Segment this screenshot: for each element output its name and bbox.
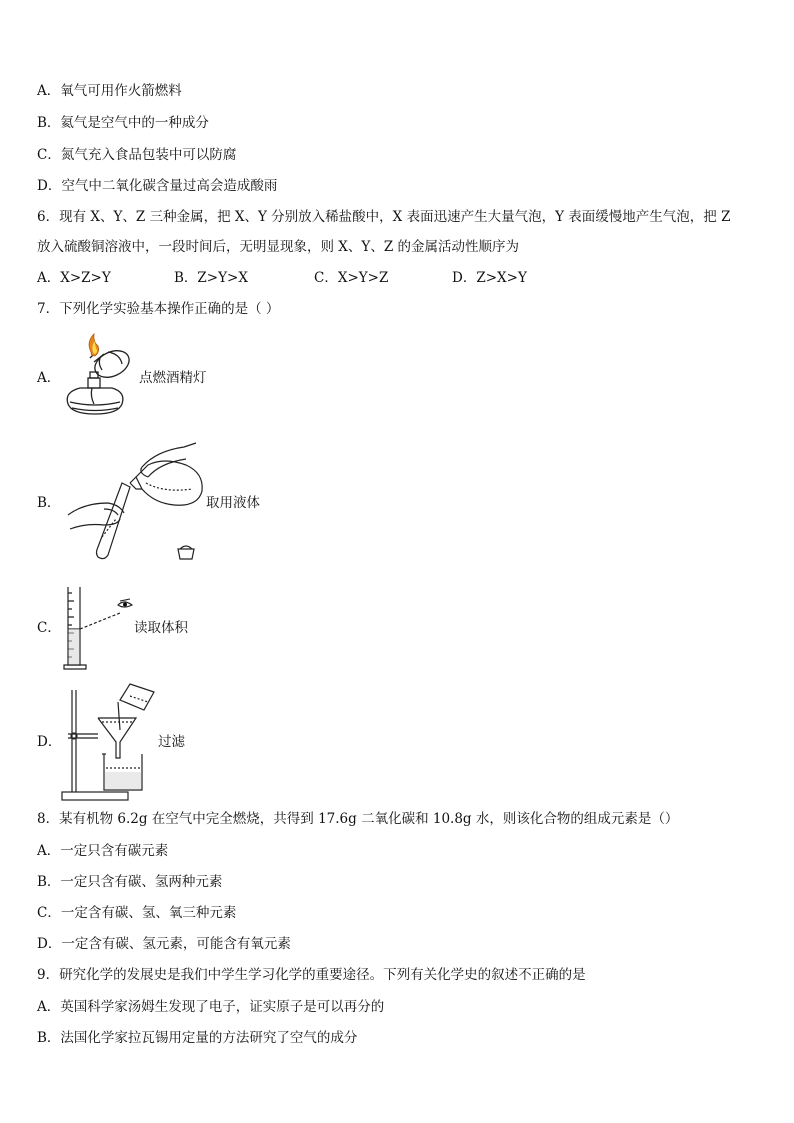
q8-option-b: B．一定只含有碳、氢两种元素: [37, 874, 223, 890]
q6-stem-line2: 放入硫酸铜溶液中，一段时间后，无明显现象，则 X、Y、Z 的金属活动性顺序为: [37, 239, 519, 255]
q6-stem-line1: 6．现有 X、Y、Z 三种金属，把 X、Y 分别放入稀盐酸中，X 表面迅速产生大量气泡，Y 表面缓慢地产生气泡，把 Z: [37, 209, 731, 225]
q7-option-c-caption: 读取体积: [134, 620, 188, 636]
q7-option-b-letter: B．: [37, 495, 61, 511]
q5-option-a: A．氧气可用作火箭燃料: [37, 83, 182, 99]
q6-option-a: A．X>Z>Y: [37, 270, 111, 286]
q7-option-d-caption: 过滤: [158, 734, 185, 750]
q8-option-d: D．一定含有碳、氢元素，可能含有氧元素: [37, 936, 291, 952]
q5-option-b: B．氦气是空气中的一种成分: [37, 115, 209, 131]
q7-option-d-letter: D．: [37, 734, 62, 750]
q8-option-a: A．一定只含有碳元素: [37, 843, 169, 859]
filtration-setup-icon: [58, 682, 158, 804]
q5-option-c: C．氮气充入食品包装中可以防腐: [37, 147, 237, 163]
q9-stem: 9．研究化学的发展史是我们中学生学习化学的重要途径。下列有关化学史的叙述不正确的是: [37, 967, 586, 983]
q7-option-a-caption: 点燃酒精灯: [139, 370, 207, 386]
q7-stem: 7．下列化学实验基本操作正确的是（ ）: [37, 301, 280, 317]
q6-option-b: B．Z>Y>X: [174, 270, 248, 286]
q6-option-c: C．X>Y>Z: [314, 270, 389, 286]
q7-option-c-letter: C．: [37, 620, 61, 636]
pouring-liquid-icon: [64, 437, 210, 567]
q5-option-d: D．空气中二氧化碳含量过高会造成酸雨: [37, 178, 278, 194]
alcohol-lamp-icon: [60, 334, 142, 420]
graduated-cylinder-icon: [62, 583, 142, 673]
q9-option-a: A．英国科学家汤姆生发现了电子，证实原子是可以再分的: [37, 999, 385, 1015]
q9-option-b: B．法国化学家拉瓦锡用定量的方法研究了空气的成分: [37, 1030, 358, 1046]
q8-stem: 8．某有机物 6.2g 在空气中完全燃烧，共得到 17.6g 二氧化碳和 10.8g 水，则该化合物的组成元素是（）: [37, 811, 679, 827]
q7-option-b-caption: 取用液体: [206, 495, 260, 511]
q7-option-a-letter: A．: [37, 370, 61, 386]
q8-option-c: C．一定含有碳、氢、氧三种元素: [37, 905, 237, 921]
q6-option-d: D．Z>X>Y: [452, 270, 527, 286]
